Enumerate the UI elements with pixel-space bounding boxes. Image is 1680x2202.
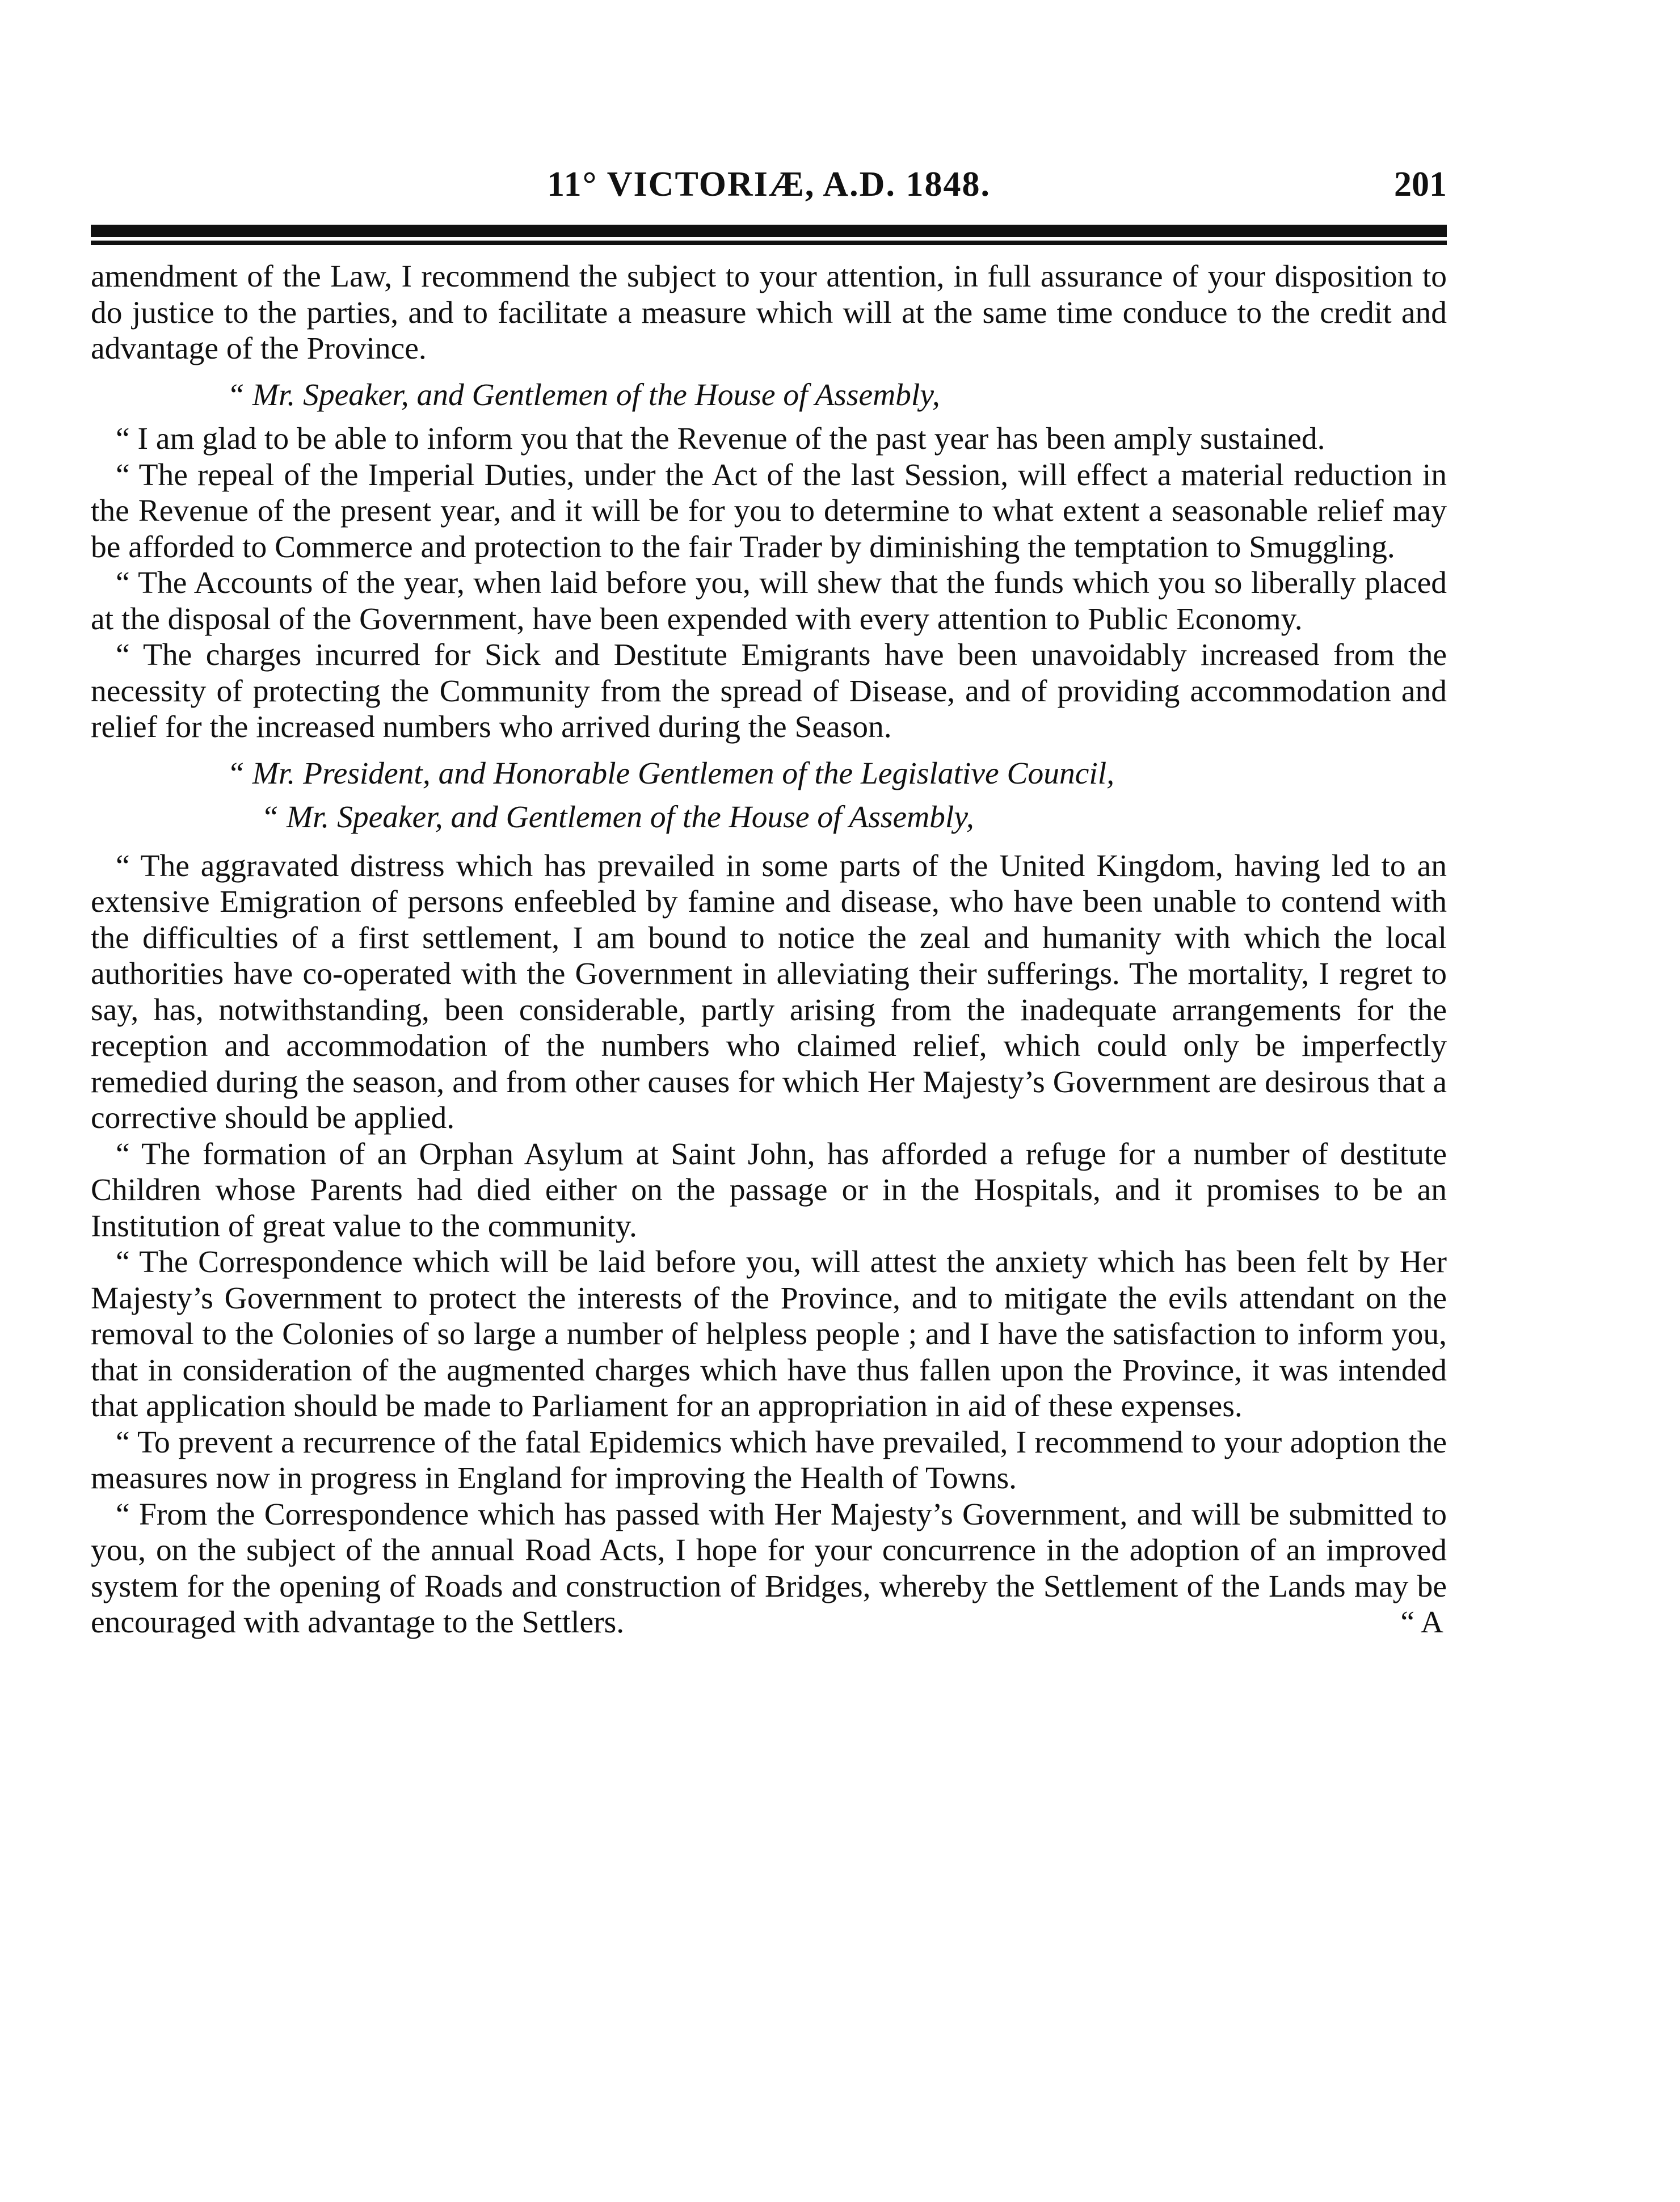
page-number: 201 <box>1394 165 1447 204</box>
paragraph-epidemics: “ To prevent a recurrence of the fatal Epidemics which have prevailed, I recommend to your adoption the measures now in progress in England for improving the Health of Towns. <box>91 1425 1447 1496</box>
paragraph-amendment: amendment of the Law, I recommend the subject to your attention, in full assurance of your disposition to do justice to the parties, and to facilitate a measure which will at the same time conduce to the credit and advantage of the Province. <box>91 259 1447 366</box>
header-rule <box>91 225 1447 241</box>
page-header <box>91 165 1447 216</box>
salutation-speaker-assembly: “ Mr. Speaker, and Gentlemen of the House of Assembly, <box>227 377 940 412</box>
paragraph-road-acts: “ From the Correspondence which has passed with Her Majesty’s Government, and will be submitted to you, on the subject of the annual Road Acts, I hope for your concurrence in the adoption of an improved system for the opening of Roads and construction of Bridges, whereby the Settlement of the Lands may be encouraged with advantage to the Settlers. <box>91 1497 1447 1640</box>
catchword: “ A <box>1400 1605 1443 1640</box>
page-body <box>91 259 1447 1641</box>
salutation-speaker-assembly-2: “ Mr. Speaker, and Gentlemen of the House of Assembly, <box>261 800 974 835</box>
paragraph-revenue-sustained: “ I am glad to be able to inform you that the Revenue of the past year has been amply sustained. <box>116 422 1325 456</box>
paragraph-aggravated-distress: “ The aggravated distress which has prevailed in some parts of the United Kingdom, having led to an extensive Emigration of persons enfeebled by famine and disease, who have been unable to contend with the difficulties of a first settlement, I am bound to notice the zeal and humanity with which the local authorities have co-operated with the Government in alleviating their sufferings. The mortality, I regret to say, has, notwithstanding, been considerable, partly arising from the inadequate arrangements for the reception and accommodation of the numbers who claimed relief, which could only be imperfectly remedied during the season, and from other causes for which Her Majesty’s Government are desirous that a corrective should be applied. <box>91 848 1447 1135</box>
paragraph-imperial-duties: “ The repeal of the Imperial Duties, under the Act of the last Session, will effect a material reduction in the Revenue of the present year, and it will be for you to determine to what extent a seasonable relief may be afforded to Commerce and protection to the fair Trader by diminishing the temptation to Smuggling. <box>91 457 1447 565</box>
paragraph-accounts: “ The Accounts of the year, when laid before you, will shew that the funds which you so liberally placed at the disposal of the Government, have been expended with every attention to Public Economy. <box>91 566 1447 637</box>
running-title: 11° VICTORIÆ, A.D. 1848. <box>547 165 991 204</box>
book-page <box>91 165 1447 1641</box>
paragraph-emigrant-charges: “ The charges incurred for Sick and Destitute Emigrants have been unavoidably increased from the necessity of protecting the Community from the spread of Disease, and of providing accommodation and relief for the increased numbers who arrived during the Season. <box>91 638 1447 744</box>
paragraph-orphan-asylum: “ The formation of an Orphan Asylum at Saint John, has afforded a refuge for a number of destitute Children whose Parents had died either on the passage or in the Hospitals, and it promises to be an Institution of great value to the community. <box>91 1136 1447 1244</box>
paragraph-correspondence: “ The Correspondence which will be laid before you, will attest the anxiety which has been felt by Her Majesty’s Government to protect the interests of the Province, and to mitigate the evils attendant on the removal to the Colonies of so large a number of helpless people ; and I have the satisfaction to inform you, that in consideration of the augmented charges which have thus fallen upon the Province, it was intended that application should be made to Parliament for an appropriation in aid of these expenses. <box>91 1245 1447 1424</box>
salutation-president-council: “ Mr. President, and Honorable Gentlemen of the Legislative Council, <box>227 756 1115 791</box>
